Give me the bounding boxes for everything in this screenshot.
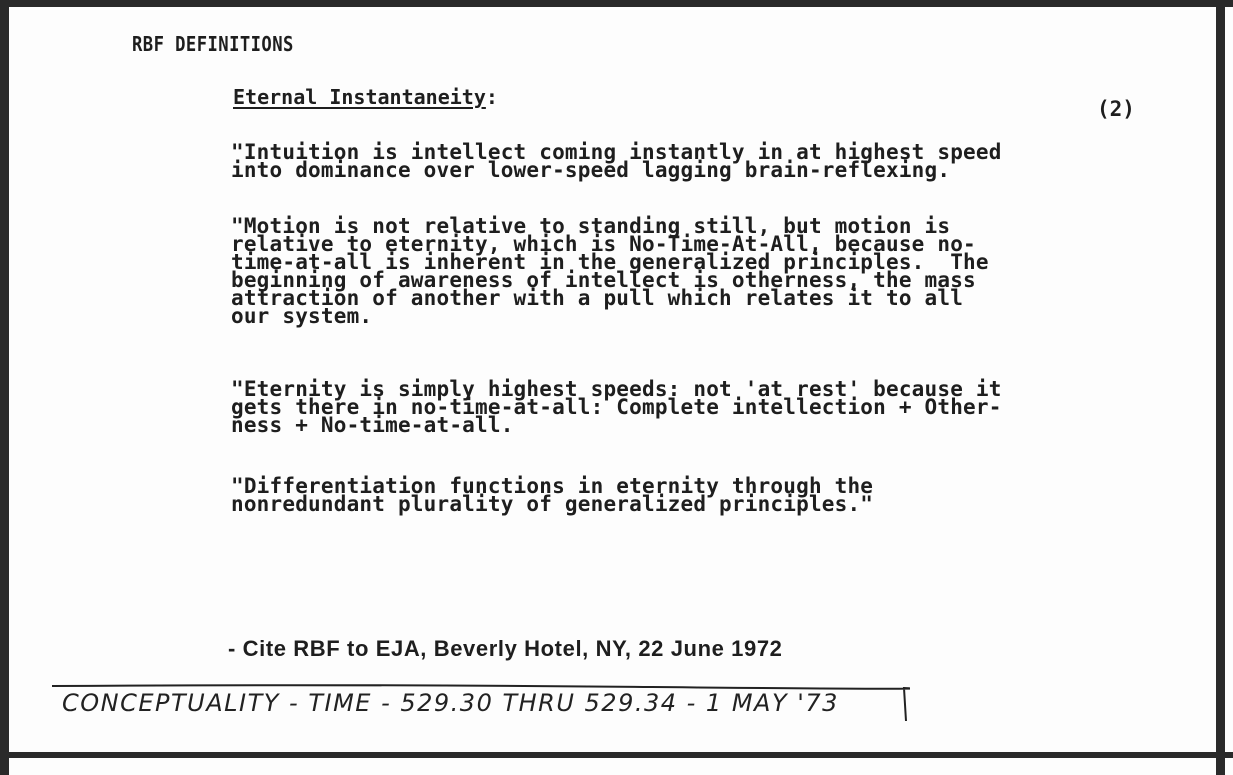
card-border-left xyxy=(0,0,9,775)
entry-title-colon: : xyxy=(485,85,498,109)
quote-paragraph: "Eternity is simply highest speeds: not 'at rest' because it gets there in no-time-at-all: Complete intellection + Other- ness + No-time-at-all. xyxy=(231,377,1002,437)
entry-title-text: Eternal Instantaneity xyxy=(233,85,486,109)
quote-paragraph: "Motion is not relative to standing still, but motion is relative to eternity, which is No-Time-At-All, because no- time-at-all is inherent in the generalized principles. The beginning of awareness of intellect is otherness, the mass attraction of another with a pull which relates it to all our system. xyxy=(231,214,989,328)
page-number: (2) xyxy=(1097,97,1135,121)
card-border-top xyxy=(0,0,1233,7)
handwritten-note: CONCEPTUALITY - TIME - 529.30 THRU 529.34 - 1 MAY '73 xyxy=(62,689,839,717)
card-border-bottom xyxy=(0,752,1233,758)
card-header: RBF DEFINITIONS xyxy=(132,32,294,56)
quote-paragraph: "Intuition is intellect coming instantly in at highest speed into dominance over lower-speed lagging brain-reflexing. xyxy=(231,140,1002,182)
quote-paragraph: "Differentiation functions in eternity through the nonredundant plurality of generalized principles." xyxy=(231,474,874,516)
handwritten-note-box xyxy=(52,683,910,723)
citation: - Cite RBF to EJA, Beverly Hotel, NY, 22 June 1972 xyxy=(228,636,783,661)
entry-title xyxy=(233,85,498,109)
card-border-right xyxy=(1216,0,1225,775)
